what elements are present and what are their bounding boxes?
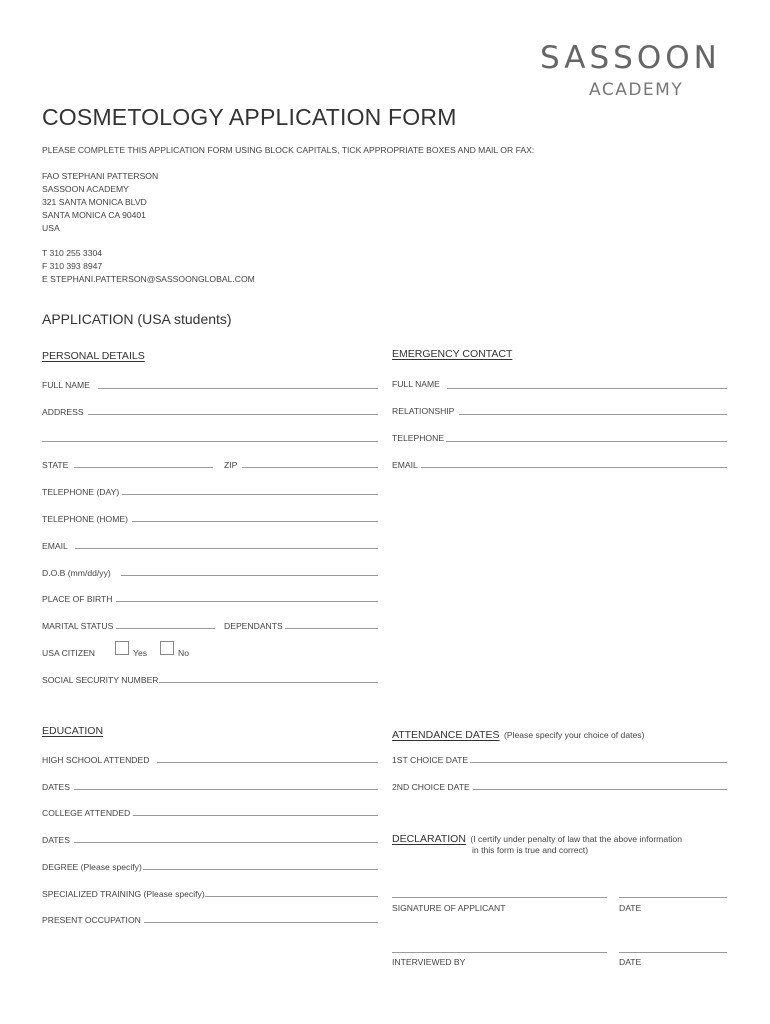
zip-field[interactable] (242, 467, 378, 468)
interviewed-by-field[interactable] (392, 952, 607, 953)
first-choice-date-label: 1ST CHOICE DATE (392, 755, 469, 765)
emergency-telephone-label: TELEPHONE (392, 433, 445, 443)
full-name-label: FULL NAME (42, 380, 90, 390)
college-dates-field[interactable] (74, 842, 378, 843)
email-field[interactable] (75, 548, 378, 549)
specialized-training-field[interactable] (205, 896, 378, 897)
relationship-label: RELATIONSHIP (392, 406, 455, 416)
address-line: USA (42, 223, 60, 233)
zip-label: ZIP (224, 460, 238, 470)
marital-status-label: MARITAL STATUS (42, 621, 114, 631)
full-name-field[interactable] (98, 388, 378, 389)
signature-field[interactable] (392, 897, 607, 898)
place-of-birth-field[interactable] (116, 601, 378, 602)
signature-date-field[interactable] (619, 897, 727, 898)
specialized-training-label: SPECIALIZED TRAINING (Please specify) (42, 889, 205, 899)
first-choice-date-field[interactable] (470, 762, 727, 763)
declaration-note-line2: in this form is true and correct) (472, 845, 589, 855)
attendance-dates-heading: ATTENDANCE DATES (392, 729, 500, 741)
contact-info (42, 247, 255, 286)
high-school-dates-field[interactable] (74, 789, 378, 790)
second-choice-date-field[interactable] (473, 789, 727, 790)
address-line: 321 SANTA MONICA BLVD (42, 197, 147, 207)
college-field[interactable] (133, 815, 378, 816)
dob-field[interactable] (121, 575, 378, 576)
mailing-address (42, 170, 158, 235)
interview-date-label: DATE (619, 957, 642, 967)
emergency-email-label: EMAIL (392, 460, 418, 470)
marital-status-field[interactable] (116, 628, 215, 629)
address-line: SASSOON ACADEMY (42, 184, 129, 194)
high-school-field[interactable] (157, 762, 378, 763)
fax-line: F 310 393 8947 (42, 261, 103, 271)
address-field-line2[interactable] (42, 441, 378, 442)
emergency-contact-heading: EMERGENCY CONTACT (392, 348, 513, 360)
second-choice-date-label: 2ND CHOICE DATE (392, 782, 470, 792)
logo-wordmark: SASSOON (540, 40, 721, 76)
place-of-birth-label: PLACE OF BIRTH (42, 594, 113, 604)
address-field[interactable] (88, 414, 378, 415)
usa-citizen-no-checkbox[interactable] (160, 641, 174, 655)
college-label: COLLEGE ATTENDED (42, 808, 131, 818)
telephone-day-label: TELEPHONE (DAY) (42, 487, 120, 497)
high-school-label: HIGH SCHOOL ATTENDED (42, 755, 150, 765)
college-dates-label: DATES (42, 835, 71, 845)
usa-citizen-label: USA CITIZEN (42, 648, 96, 658)
address-line: FAO STEPHANI PATTERSON (42, 171, 159, 181)
address-line: SANTA MONICA CA 90401 (42, 210, 146, 220)
emergency-telephone-field[interactable] (446, 441, 727, 442)
attendance-dates-note: (Please specify your choice of dates) (504, 730, 645, 740)
education-heading: EDUCATION (42, 725, 104, 737)
present-occupation-field[interactable] (144, 922, 378, 923)
email-label: EMAIL (42, 541, 68, 551)
emergency-email-field[interactable] (421, 467, 727, 468)
usa-citizen-yes-checkbox[interactable] (115, 641, 129, 655)
declaration-heading: DECLARATION (392, 833, 466, 845)
dob-label: D.O.B (mm/dd/yy) (42, 568, 111, 578)
signature-date-label: DATE (619, 903, 642, 913)
degree-field[interactable] (143, 869, 378, 870)
state-field[interactable] (74, 467, 213, 468)
ssn-field[interactable] (159, 682, 378, 683)
state-label: STATE (42, 460, 69, 470)
telephone-home-label: TELEPHONE (HOME) (42, 514, 128, 524)
personal-details-heading: PERSONAL DETAILS (42, 350, 145, 362)
no-label: No (178, 648, 189, 658)
form-title: COSMETOLOGY APPLICATION FORM (42, 104, 457, 130)
logo-subtitle: ACADEMY (589, 80, 684, 100)
dependants-label: DEPENDANTS (224, 621, 283, 631)
telephone-line: T 310 255 3304 (42, 248, 103, 258)
dates-label: DATES (42, 782, 71, 792)
address-label: ADDRESS (42, 407, 84, 417)
declaration-note-line1: (I certify under penalty of law that the above information (470, 834, 682, 844)
present-occupation-label: PRESENT OCCUPATION (42, 915, 141, 925)
ssn-label: SOCIAL SECURITY NUMBER (42, 675, 159, 685)
interviewed-by-label: INTERVIEWED BY (392, 957, 466, 967)
relationship-field[interactable] (459, 414, 727, 415)
signature-label: SIGNATURE OF APPLICANT (392, 903, 506, 913)
emergency-full-name-field[interactable] (447, 388, 727, 389)
telephone-home-field[interactable] (132, 521, 378, 522)
degree-label: DEGREE (Please specify) (42, 862, 142, 872)
instructions: PLEASE COMPLETE THIS APPLICATION FORM USING BLOCK CAPITALS, TICK APPROPRIATE BOXES AND MAIL OR FAX: (42, 145, 535, 155)
emergency-full-name-label: FULL NAME (392, 379, 440, 389)
application-heading: APPLICATION (USA students) (42, 311, 232, 327)
attendance-dates-header (392, 725, 644, 743)
dependants-field[interactable] (285, 628, 378, 629)
yes-label: Yes (133, 648, 148, 658)
telephone-day-field[interactable] (122, 494, 378, 495)
email-line: E STEPHANI.PATTERSON@SASSOONGLOBAL.COM (42, 274, 255, 284)
interview-date-field[interactable] (619, 952, 727, 953)
